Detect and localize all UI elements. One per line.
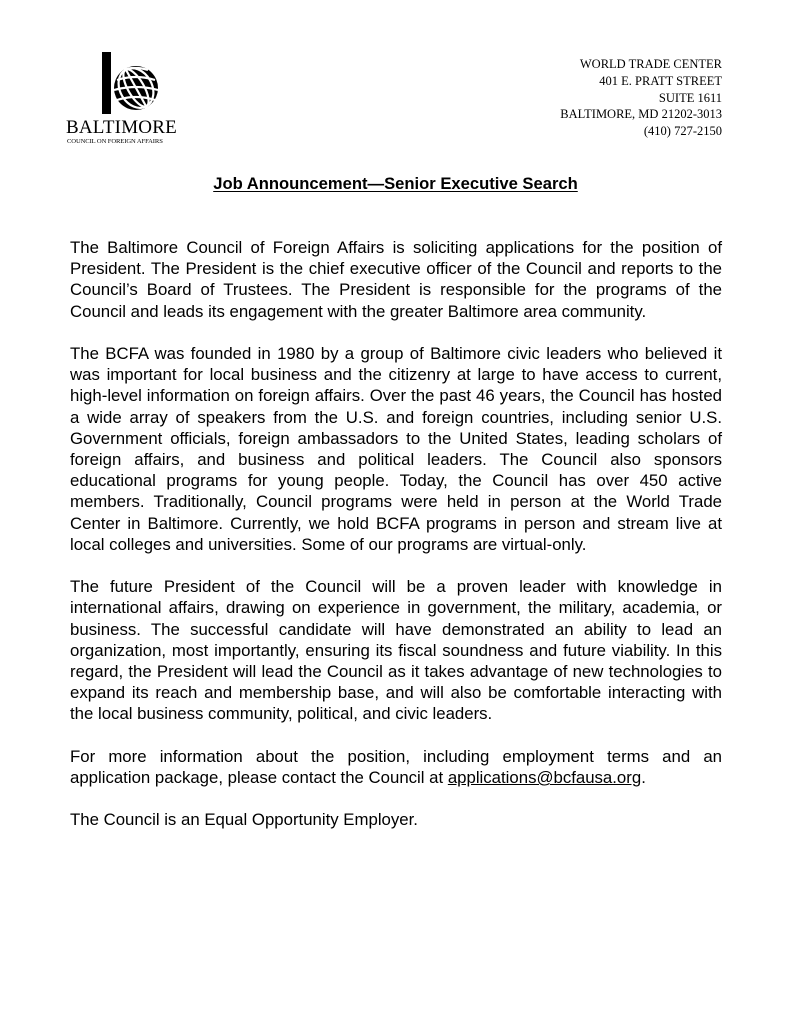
address-suite: SUITE 1611 xyxy=(658,90,722,105)
contact-text: For more information about the position, including employment terms and an application package, please contact the Council at xyxy=(70,746,722,788)
paragraph-candidate-profile: The future President of the Council will be a proven leader with knowledge in international affairs, drawing on experience in government, the military, academia, or business. The successful candidate will have demonstrated an ability to lead an organization, most importantly, ensuring its fiscal soundness and future viability. In this regard, the President will lead the Council as it takes advantage of new technologies to expand its reach and membership base, and will also be comfortable interacting with the local business community, political, and civic leaders. xyxy=(70,577,722,724)
address-phone: (410) 727-2150 xyxy=(643,124,722,139)
organization-logo xyxy=(66,52,196,148)
document-title: Job Announcement—Senior Executive Search xyxy=(213,174,578,193)
paragraph-contact xyxy=(70,746,722,788)
contact-email-link[interactable]: applications@bcfausa.org xyxy=(447,768,642,788)
globe-b-logo-icon xyxy=(100,52,160,116)
paragraph-position-overview: The Baltimore Council of Foreign Affairs is soliciting applications for the position of President. The President is the chief executive officer of the Council and reports to the Council’s Board of Trustees. The President is responsible for the programs of the Council and leads its engagement with the greater Baltimore area community. xyxy=(70,238,722,321)
contact-text-end: . xyxy=(641,768,646,788)
document-body xyxy=(70,237,722,852)
address-city-state-zip: BALTIMORE, MD 21202-3013 xyxy=(560,107,722,122)
logo-subtitle: COUNCIL ON FOREIGN AFFAIRS xyxy=(67,138,163,145)
address-street: 401 E. PRATT STREET xyxy=(599,73,722,88)
logo-wordmark: BALTIMORE xyxy=(66,117,177,138)
address-building: WORLD TRADE CENTER xyxy=(579,57,722,71)
paragraph-organization-history: The BCFA was founded in 1980 by a group of Baltimore civic leaders who believed it was important for local business and the citizenry at large to have access to current, high-level information on foreign affairs. Over the past 46 years, the Council has hosted a wide array of speakers from the U.S. and foreign countries, including senior U.S. Government officials, foreign ambassadors to the United States, leading scholars of foreign affairs, and business and political leaders. The Council also sponsors educational programs for young people. Today, the Council has over 450 active members. Traditionally, Council programs were held in person at the World Trade Center in Baltimore. Currently, we hold BCFA programs in person and stream live at local colleges and universities. Some of our programs are virtual-only. xyxy=(70,344,722,554)
letterhead-address xyxy=(560,56,722,140)
paragraph-equal-opportunity: The Council is an Equal Opportunity Employer. xyxy=(70,810,418,830)
